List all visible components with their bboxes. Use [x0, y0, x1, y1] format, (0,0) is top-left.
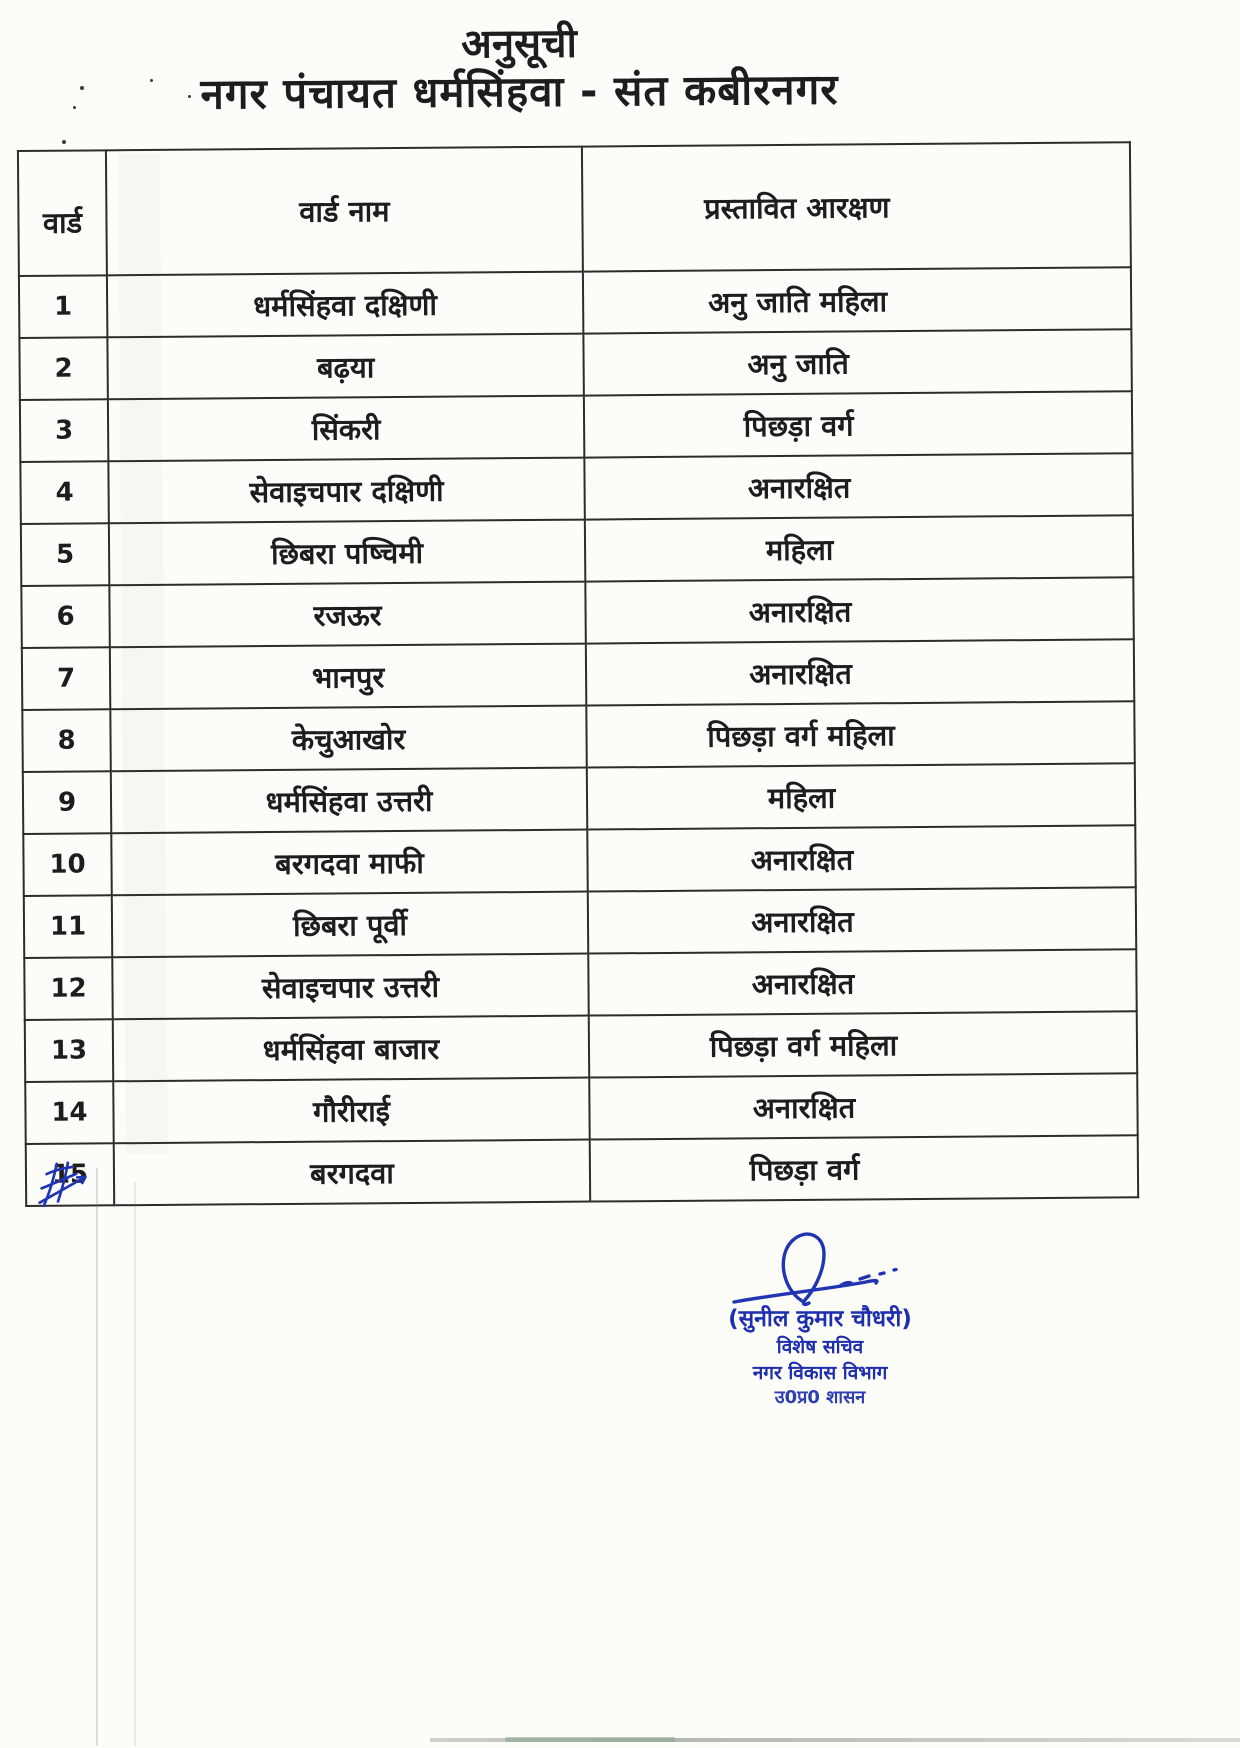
ward-number-cell: 8: [22, 709, 110, 772]
table-row: [19, 267, 1131, 338]
table-header-row: [18, 142, 1131, 276]
reservation-cell: पिछड़ा वर्ग: [590, 1135, 1138, 1201]
signatory-department: नगर विकास विभाग: [752, 1361, 888, 1384]
col-header-ward-name: वार्ड नाम: [106, 147, 583, 276]
table-row: [22, 701, 1134, 772]
ward-name-cell: बरगदवा माफी: [111, 830, 587, 896]
table-row: [23, 763, 1135, 834]
handwritten-signature-squiggle: [728, 1228, 914, 1314]
reservation-cell: महिला: [585, 515, 1133, 581]
ward-name-cell: भानपुर: [110, 644, 586, 710]
table-row: [21, 515, 1133, 586]
table-row: [24, 949, 1136, 1020]
ward-reservation-table: [17, 141, 1139, 1207]
reservation-cell: अनारक्षित: [588, 949, 1136, 1015]
ward-name-cell: गौरीराई: [113, 1078, 589, 1144]
table-header: [18, 142, 1131, 276]
ward-name-cell: सिंकरी: [108, 396, 584, 462]
ward-name-cell: धर्मसिंहवा बाजार: [113, 1016, 589, 1082]
table-row: [20, 391, 1132, 462]
col-header-reservation: प्रस्तावित आरक्षण: [582, 142, 1131, 271]
ward-number-cell: 1: [19, 275, 107, 338]
ward-name-cell: छिबरा पूर्वी: [112, 892, 588, 958]
reservation-cell: महिला: [587, 763, 1135, 829]
ward-number-cell: 12: [24, 957, 112, 1020]
document-header: [0, 18, 1040, 120]
ward-number-cell: 11: [24, 895, 112, 958]
ward-name-cell: सेवाइचपार दक्षिणी: [108, 458, 584, 524]
scan-speck: [188, 95, 191, 98]
ward-number-cell: 5: [21, 523, 109, 586]
reservation-cell: अनारक्षित: [585, 577, 1133, 643]
reservation-cell: अनु जाति महिला: [583, 267, 1131, 333]
ward-number-cell: 10: [23, 833, 111, 896]
reservation-cell: पिछड़ा वर्ग महिला: [586, 701, 1134, 767]
signatory-government: उ0प्र0 शासन: [774, 1386, 866, 1408]
ward-number-cell: 15: [26, 1143, 114, 1206]
reservation-cell: अनु जाति: [583, 329, 1131, 395]
reservation-cell: पिछड़ा वर्ग: [584, 391, 1132, 457]
ward-number-cell: 6: [21, 585, 109, 648]
reservation-cell: अनारक्षित: [587, 825, 1135, 891]
handwritten-initials-mark: [32, 1157, 104, 1214]
table-row: [20, 453, 1132, 524]
reservation-cell: अनारक्षित: [588, 887, 1136, 953]
reservation-cell: पिछड़ा वर्ग महिला: [589, 1011, 1137, 1077]
ward-name-cell: धर्मसिंहवा दक्षिणी: [107, 272, 583, 338]
ward-number-cell: 13: [25, 1019, 113, 1082]
reservation-cell: अनारक्षित: [589, 1073, 1137, 1139]
table-row: [21, 577, 1133, 648]
table-row: [25, 1073, 1137, 1144]
table-row: [23, 825, 1135, 896]
ward-number-cell: 14: [25, 1081, 113, 1144]
ward-number-cell: 2: [19, 337, 107, 400]
table-row: [19, 329, 1131, 400]
scan-smudge: [505, 1737, 675, 1742]
ward-name-cell: बरगदवा: [114, 1140, 590, 1206]
page-subtitle: नगर पंचायत धर्मसिंहवा - संत कबीरनगर: [200, 64, 839, 119]
col-header-ward: वार्ड: [18, 150, 107, 276]
ward-name-cell: छिबरा पष्चिमी: [109, 520, 585, 586]
signature-block: [690, 1306, 950, 1408]
ward-number-cell: 3: [20, 399, 108, 462]
table-body: [19, 267, 1138, 1206]
scan-speck: [80, 86, 84, 90]
ward-number-cell: 4: [20, 461, 108, 524]
scan-speck: [62, 140, 66, 144]
ward-name-cell: सेवाइचपार उत्तरी: [112, 954, 588, 1020]
ward-number-cell: 9: [23, 771, 111, 834]
ward-name-cell: बढ़या: [107, 334, 583, 400]
reservation-cell: अनारक्षित: [586, 639, 1134, 705]
scan-speck: [73, 106, 76, 109]
scan-speck: [150, 79, 153, 82]
page-title: अनुसूची: [461, 20, 578, 68]
signatory-designation: विशेष सचिव: [776, 1336, 864, 1359]
reservation-cell: अनारक्षित: [584, 453, 1132, 519]
ward-name-cell: धर्मसिंहवा उत्तरी: [111, 768, 587, 834]
ward-name-cell: केचुआखोर: [110, 706, 586, 772]
table-row: [24, 887, 1136, 958]
table-row: [22, 639, 1134, 710]
ward-number-cell: 7: [22, 647, 110, 710]
table-row: [25, 1011, 1137, 1082]
table-row: [26, 1135, 1138, 1206]
signatory-name: (सुनील कुमार चौधरी): [728, 1306, 912, 1332]
ward-name-cell: रजऊर: [109, 582, 585, 648]
